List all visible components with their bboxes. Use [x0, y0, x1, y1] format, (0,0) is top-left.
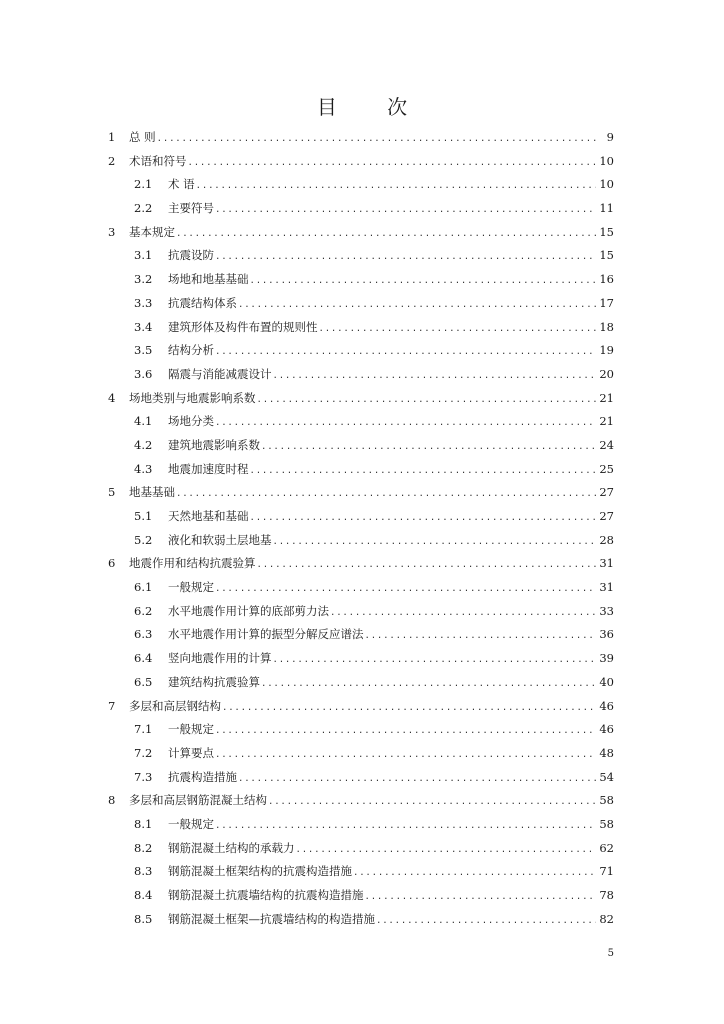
toc-chapter-entry [108, 150, 614, 174]
toc-entry-page: 54 [599, 769, 614, 784]
toc-entry-number: 3 [108, 224, 116, 239]
toc-entry-title: 地震作用和结构抗震验算 [129, 556, 256, 571]
toc-entry-title: 抗震设防 [168, 248, 214, 263]
toc-entry-number: 8.2 [134, 840, 153, 855]
toc-chapter-entry [108, 387, 614, 411]
toc-entry-title: 液化和软弱土层地基 [168, 532, 272, 547]
toc-entry-title: 隔震与消能减震设计 [168, 366, 272, 381]
toc-entry-number: 1 [108, 130, 116, 144]
toc-entry-number: 8.1 [134, 816, 153, 831]
toc-entry-page: 62 [599, 840, 614, 855]
toc-section-entry [108, 173, 614, 197]
page-title: 目 次 [316, 95, 430, 119]
toc-dot-leader [296, 839, 597, 863]
toc-section-entry [108, 505, 614, 529]
toc-entry-page: 48 [599, 745, 614, 760]
toc-section-entry [108, 742, 614, 766]
toc-entry-number: 7.2 [134, 745, 153, 760]
toc-entry-page: 33 [599, 603, 614, 618]
toc-section-entry [108, 458, 614, 482]
toc-entry-page: 31 [599, 580, 614, 595]
toc-entry-page: 58 [599, 793, 614, 808]
toc-chapter-entry [108, 126, 614, 150]
toc-dot-leader [257, 389, 597, 413]
toc-entry-number: 4.1 [134, 414, 153, 429]
toc-dot-leader [261, 436, 596, 460]
toc-section-entry [108, 292, 614, 316]
toc-entry-title: 水平地震作用计算的底部剪力法 [168, 603, 329, 618]
toc-entry-title: 竖向地震作用的计算 [168, 651, 272, 666]
toc-dot-leader [176, 483, 596, 507]
toc-dot-leader [319, 318, 597, 342]
toc-section-entry [108, 766, 614, 790]
toc-dot-leader [188, 152, 597, 176]
toc-entry-title: 建筑地震影响系数 [168, 437, 260, 452]
toc-entry-page: 15 [599, 248, 614, 263]
toc-entry-title: 多层和高层钢结构 [129, 698, 221, 713]
toc-dot-leader [257, 554, 597, 578]
toc-entry-title: 结构分析 [168, 343, 214, 358]
toc-entry-page: 24 [599, 437, 614, 452]
toc-dot-leader [250, 460, 597, 484]
toc-section-entry [108, 813, 614, 837]
toc-entry-number: 7 [108, 698, 116, 713]
toc-dot-leader [238, 768, 596, 792]
toc-entry-number: 4.3 [134, 461, 153, 476]
toc-dot-leader [376, 910, 596, 934]
toc-dot-leader [273, 531, 597, 555]
toc-entry-number: 3.1 [134, 248, 153, 263]
toc-entry-number: 6.1 [134, 580, 153, 595]
toc-dot-leader [215, 341, 596, 365]
toc-entry-number: 6.4 [134, 651, 153, 666]
toc-entry-title: 水平地震作用计算的振型分解反应谱法 [168, 627, 364, 642]
toc-entry-page: 28 [599, 532, 614, 547]
toc-entry-title: 基本规定 [129, 224, 175, 239]
toc-dot-leader [273, 649, 597, 673]
toc-entry-title: 一般规定 [168, 580, 214, 595]
toc-dot-leader [196, 175, 597, 199]
toc-entry-title: 钢筋混凝土框架结构的抗震构造措施 [168, 864, 352, 879]
toc-entry-title: 多层和高层钢筋混凝土结构 [129, 793, 267, 808]
toc-entry-page: 46 [599, 698, 614, 713]
toc-section-entry [108, 718, 614, 742]
toc-dot-leader [215, 412, 596, 436]
toc-entry-page: 40 [599, 674, 614, 689]
toc-entry-page: 20 [599, 366, 614, 381]
toc-entry-page: 36 [599, 627, 614, 642]
toc-entry-title: 主要符号 [168, 201, 214, 216]
toc-section-entry [108, 908, 614, 932]
toc-entry-number: 7.1 [134, 722, 153, 737]
toc-entry-title: 场地和地基基础 [168, 272, 249, 287]
toc-entry-number: 3.6 [134, 366, 153, 381]
toc-entry-number: 6.2 [134, 603, 153, 618]
toc-entry-number: 8.4 [134, 888, 153, 902]
toc-entry-title: 一般规定 [168, 816, 214, 831]
toc-dot-leader [215, 246, 596, 270]
toc-entry-page: 10 [599, 177, 614, 192]
toc-entry-number: 4 [108, 390, 116, 405]
toc-entry-page: 46 [599, 722, 614, 737]
toc-dot-leader [215, 720, 596, 744]
toc-section-entry [108, 647, 614, 671]
toc-section-entry [108, 339, 614, 363]
toc-entry-title: 地震加速度时程 [168, 461, 249, 476]
toc-entry-page: 10 [599, 153, 614, 168]
toc-chapter-entry [108, 789, 614, 813]
toc-entry-title: 术语和符号 [129, 153, 187, 168]
toc-entry-title: 抗震构造措施 [168, 769, 237, 784]
toc-entry-page: 17 [599, 295, 614, 310]
toc-section-entry [108, 363, 614, 387]
toc-section-entry [108, 623, 614, 647]
toc-section-entry [108, 197, 614, 221]
toc-entry-page: 39 [599, 651, 614, 666]
toc-dot-leader [222, 697, 596, 721]
toc-entry-number: 7.3 [134, 769, 153, 784]
toc-chapter-entry [108, 552, 614, 576]
toc-section-entry [108, 600, 614, 624]
toc-entry-title: 钢筋混凝土结构的承载力 [168, 840, 295, 855]
toc-entry-page: 25 [599, 461, 614, 476]
toc-entry-page: 16 [599, 272, 614, 287]
table-of-contents [108, 126, 614, 931]
toc-dot-leader [157, 128, 597, 152]
toc-entry-page: 78 [599, 888, 614, 902]
toc-entry-title: 术 语 [168, 177, 195, 192]
toc-entry-page: 82 [599, 911, 614, 926]
toc-entry-page: 11 [599, 201, 614, 216]
toc-entry-page: 27 [599, 485, 614, 500]
toc-entry-number: 6.3 [134, 627, 153, 642]
toc-section-entry [108, 410, 614, 434]
toc-entry-title: 建筑结构抗震验算 [168, 674, 260, 689]
toc-entry-number: 5.2 [134, 532, 153, 547]
toc-entry-number: 3.4 [134, 319, 153, 334]
toc-dot-leader [215, 578, 596, 602]
toc-section-entry [108, 268, 614, 292]
toc-dot-leader [273, 365, 597, 389]
toc-dot-leader [215, 199, 596, 223]
toc-entry-title: 地基基础 [129, 485, 175, 500]
toc-entry-number: 3.5 [134, 343, 153, 358]
toc-entry-page: 71 [599, 864, 614, 879]
toc-dot-leader [215, 744, 596, 768]
toc-entry-number: 3.3 [134, 295, 153, 310]
toc-entry-page: 31 [599, 556, 614, 571]
toc-entry-number: 5.1 [134, 509, 153, 523]
toc-entry-number: 3.2 [134, 272, 153, 287]
toc-entry-title: 天然地基和基础 [168, 509, 249, 523]
toc-dot-leader [250, 270, 597, 294]
toc-entry-page: 9 [606, 130, 614, 144]
toc-entry-number: 8 [108, 793, 116, 808]
toc-entry-page: 21 [599, 390, 614, 405]
toc-section-entry [108, 860, 614, 884]
toc-entry-page: 27 [599, 509, 614, 523]
toc-dot-leader [238, 294, 596, 318]
toc-dot-leader [176, 223, 596, 247]
toc-entry-number: 6 [108, 556, 116, 571]
toc-dot-leader [365, 886, 597, 910]
toc-dot-leader [365, 625, 597, 649]
toc-entry-number: 4.2 [134, 437, 153, 452]
toc-entry-number: 8.5 [134, 911, 153, 926]
toc-dot-leader [250, 507, 597, 531]
toc-entry-page: 15 [599, 224, 614, 239]
toc-entry-title: 计算要点 [168, 745, 214, 760]
toc-entry-title: 钢筋混凝土框架—抗震墙结构的构造措施 [168, 911, 375, 926]
toc-section-entry [108, 316, 614, 340]
toc-dot-leader [330, 602, 596, 626]
toc-section-entry [108, 576, 614, 600]
toc-entry-page: 58 [599, 816, 614, 831]
toc-dot-leader [353, 862, 596, 886]
toc-entry-page: 21 [599, 414, 614, 429]
toc-entry-page: 18 [599, 319, 614, 334]
toc-dot-leader [261, 673, 596, 697]
toc-entry-title: 钢筋混凝土抗震墙结构的抗震构造措施 [168, 888, 364, 902]
toc-entry-title: 一般规定 [168, 722, 214, 737]
toc-section-entry [108, 884, 614, 908]
toc-entry-title: 场地类别与地震影响系数 [129, 390, 256, 405]
toc-section-entry [108, 671, 614, 695]
page-number: 5 [607, 948, 614, 959]
toc-entry-number: 2.1 [134, 177, 153, 192]
toc-chapter-entry [108, 695, 614, 719]
toc-chapter-entry [108, 481, 614, 505]
toc-entry-page: 19 [599, 343, 614, 358]
toc-chapter-entry [108, 221, 614, 245]
toc-dot-leader [268, 791, 596, 815]
toc-section-entry [108, 837, 614, 861]
toc-entry-number: 5 [108, 485, 116, 500]
toc-entry-number: 6.5 [134, 674, 153, 689]
toc-entry-title: 场地分类 [168, 414, 214, 429]
toc-entry-number: 8.3 [134, 864, 153, 879]
toc-section-entry [108, 529, 614, 553]
toc-dot-leader [215, 815, 596, 839]
toc-entry-title: 总 则 [129, 130, 156, 144]
toc-entry-title: 抗震结构体系 [168, 295, 237, 310]
toc-entry-title: 建筑形体及构件布置的规则性 [168, 319, 318, 334]
toc-section-entry [108, 434, 614, 458]
toc-entry-number: 2.2 [134, 201, 153, 216]
toc-entry-number: 2 [108, 153, 116, 168]
toc-section-entry [108, 244, 614, 268]
